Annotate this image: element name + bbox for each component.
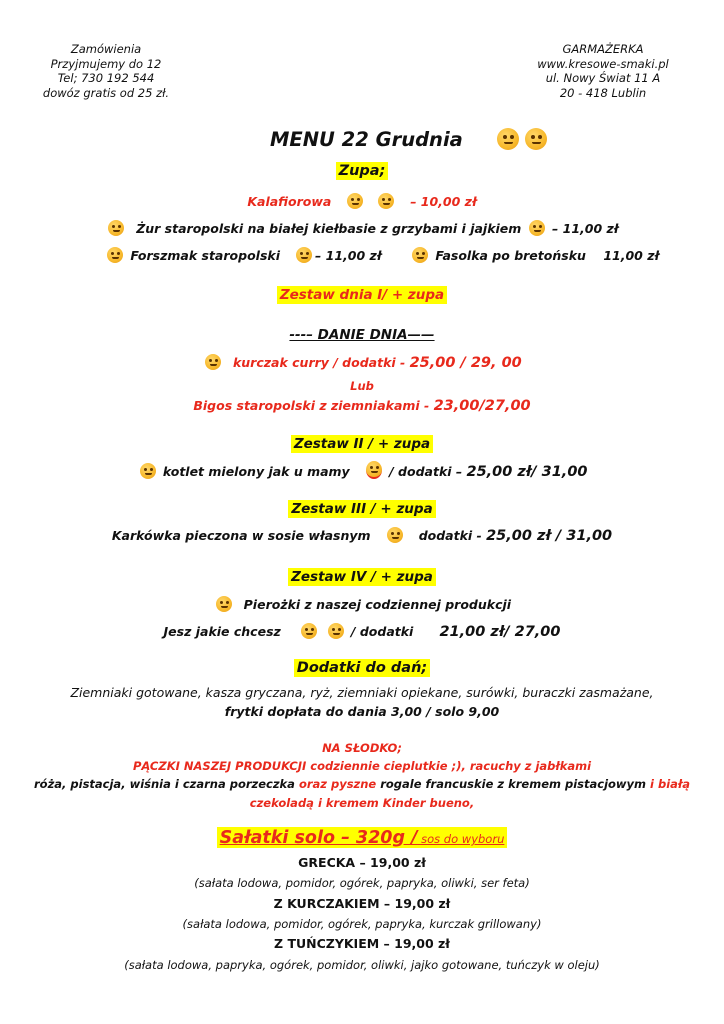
salatki-heading	[217, 827, 508, 848]
winking-face-icon	[387, 527, 403, 543]
zestaw-dnia-heading: Zestaw dnia I/ + zupa	[277, 286, 447, 304]
soup-heading: Zupa;	[336, 162, 389, 180]
jesz-dodatki: / dodatki	[346, 624, 414, 639]
slodko-line-2	[0, 777, 724, 791]
dodatki-heading: Dodatki do dań;	[294, 659, 430, 677]
kurczakiem-name: Z KURCZAKIEM – 19,00 zł	[273, 896, 451, 911]
kurczakiem-desc: (sałata lodowa, pomidor, ogórek, papryka, kurczak grillowany)	[182, 917, 542, 931]
winking-face-icon	[301, 623, 317, 639]
grecka-name: GRECKA – 19,00 zł	[298, 855, 426, 870]
kotlet-row	[0, 461, 724, 480]
kurczak-curry-price: 25,00 / 29, 00	[409, 355, 522, 371]
zestaw-4-section	[0, 569, 724, 585]
salatki-section	[0, 828, 724, 848]
dodatki-line-2: frytki dopłata do dania 3,00 / solo 9,00	[224, 704, 500, 719]
soup-section	[0, 163, 724, 179]
slodko-flavors: róża, pistacja, wiśnia i czarna porzeczka	[34, 777, 299, 791]
contact-block	[36, 42, 176, 100]
slodko-biala: i białą	[650, 777, 690, 791]
zestaw-3-heading: Zestaw III / + zupa	[288, 500, 435, 518]
zestaw-2-heading: Zestaw II / + zupa	[291, 435, 433, 453]
menu-title: MENU 22 Grudnia	[270, 128, 463, 151]
kotlet-name: kotlet mielony jak u mamy	[162, 464, 350, 479]
winking-face-icon	[366, 461, 382, 479]
kalafiorowa-row	[0, 193, 724, 209]
slodko-line-3: czekoladą i kremem Kinder bueno,	[249, 796, 475, 810]
business-name: GARMAŻERKA	[562, 42, 644, 56]
karkowka-price: 25,00 zł / 31,00	[486, 528, 613, 544]
winking-face-icon	[328, 623, 344, 639]
zur-row	[0, 220, 724, 236]
lub-label: Lub	[350, 379, 374, 393]
orders-label: Zamówienia	[70, 42, 142, 56]
slodko-rogale: rogale francuskie z kremem pistacjowym	[376, 777, 651, 791]
menu-title-row	[270, 128, 550, 151]
dodatki-line-1: Ziemniaki gotowane, kasza gryczana, ryż, ziemniaki opiekane, surówki, buraczki zasmażane,	[70, 685, 654, 700]
forszmak-name: Forszmak staropolski	[130, 248, 280, 263]
salatki-heading-sauce: sos do wyboru	[417, 832, 505, 846]
jesz-price: 21,00 zł/ 27,00	[439, 624, 561, 640]
pierozki-text: Pierożki z naszej codziennej produkcji	[243, 597, 512, 612]
winking-face-icon	[216, 596, 232, 612]
phone-number: Tel; 730 192 544	[57, 71, 155, 86]
kurczak-curry-name: kurczak curry / dodatki -	[232, 355, 410, 370]
zestaw-4-heading: Zestaw IV / + zupa	[288, 568, 436, 586]
fasolka-price: 11,00 zł	[603, 248, 660, 263]
street-address: ul. Nowy Świat 11 A	[545, 71, 661, 86]
winking-face-icon	[140, 463, 156, 479]
grecka-desc: (sałata lodowa, pomidor, ogórek, papryka, oliwki, ser feta)	[194, 876, 530, 890]
zestaw-3-section	[0, 501, 724, 517]
dodatki-section	[0, 660, 724, 676]
winking-face-icon	[412, 247, 428, 263]
postal-city: 20 - 418 Lublin	[559, 85, 647, 100]
winking-face-icon	[497, 128, 519, 150]
karkowka-dodatki: dodatki -	[418, 528, 487, 543]
kotlet-price: 25,00 zł/ 31,00	[466, 464, 588, 480]
winking-face-icon	[108, 220, 124, 236]
zur-price: – 11,00 zł	[552, 221, 619, 236]
zestaw-dnia-section	[0, 287, 724, 303]
winking-face-icon	[205, 354, 221, 370]
tunczykiem-desc: (sałata lodowa, papryka, ogórek, pomidor, oliwki, jajko gotowane, tuńczyk w oleju)	[124, 958, 600, 972]
danie-dnia-heading: ---– DANIE DNIA——	[289, 327, 435, 343]
karkowka-row	[0, 527, 724, 544]
orders-hours: Przyjmujemy do 12	[50, 56, 162, 71]
winking-face-icon	[529, 220, 545, 236]
karkowka-name: Karkówka pieczona w sosie własnym	[111, 528, 371, 543]
lub-row	[0, 379, 724, 393]
zestaw-2-section	[0, 436, 724, 452]
danie-dnia-row	[0, 327, 724, 343]
fasolka-name: Fasolka po bretońsku	[435, 248, 586, 263]
winking-face-icon	[107, 247, 123, 263]
kalafiorowa-price: – 10,00 zł	[410, 194, 477, 209]
winking-face-icon	[378, 193, 394, 209]
pierozki-row	[0, 596, 724, 612]
website-link[interactable]: www.kresowe-smaki.pl	[537, 56, 669, 71]
forszmak-price: – 11,00 zł	[315, 248, 382, 263]
winking-face-icon	[347, 193, 363, 209]
jesz-text: Jesz jakie chcesz	[163, 624, 281, 639]
kurczak-curry-row	[0, 354, 724, 371]
slodko-line-1: PĄCZKI NASZEJ PRODUKCJI codziennie cieplutkie ;), racuchy z jabłkami	[132, 759, 592, 773]
delivery-note: dowóz gratis od 25 zł.	[42, 85, 170, 100]
bigos-row	[0, 398, 724, 414]
salatki-heading-main: Sałatki solo – 320g /	[219, 828, 418, 848]
bigos-name: Bigos staropolski z ziemniakami -	[193, 398, 434, 413]
jesz-row	[0, 623, 724, 640]
fasolka-row	[409, 247, 659, 263]
slodko-heading: NA SŁODKO;	[322, 741, 402, 755]
kotlet-dodatki: / dodatki –	[384, 464, 467, 479]
tunczykiem-name: Z TUŃCZYKIEM – 19,00 zł	[274, 936, 450, 951]
bigos-price: 23,00/27,00	[433, 398, 531, 414]
kalafiorowa-name: Kalafiorowa	[247, 194, 332, 209]
zur-name: Żur staropolski na białej kiełbasie z grzybami i jajkiem	[136, 221, 522, 236]
winking-face-icon	[525, 128, 547, 150]
winking-face-icon	[296, 247, 312, 263]
slodko-oraz: oraz pyszne	[298, 777, 377, 791]
business-block	[518, 42, 688, 100]
forszmak-row	[104, 247, 382, 263]
